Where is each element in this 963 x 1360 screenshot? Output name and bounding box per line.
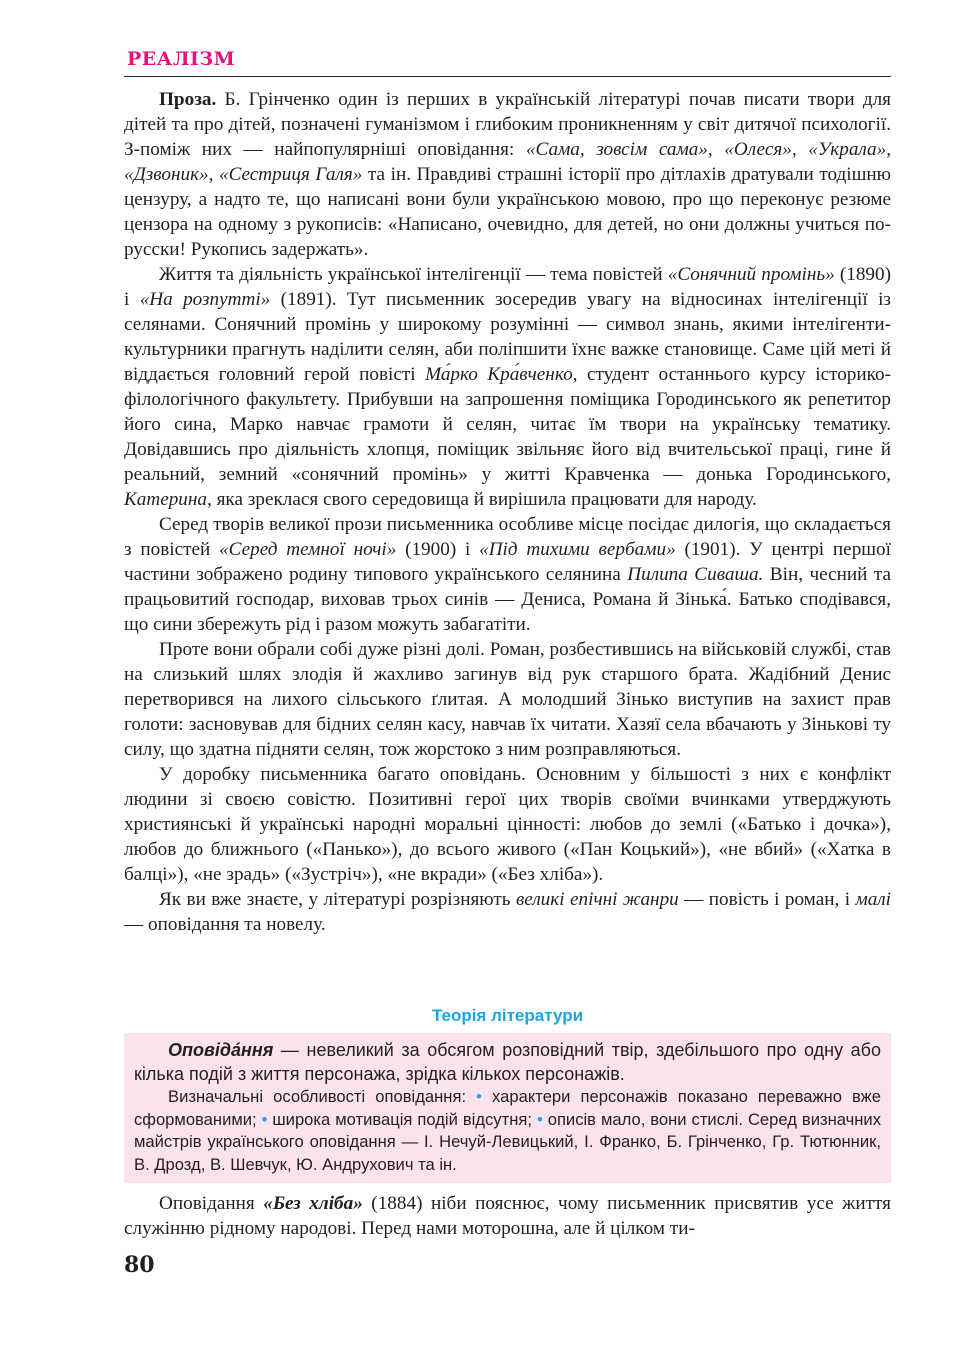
paragraph-stories [124, 762, 891, 887]
run-text: Оповідання [159, 1193, 264, 1214]
run-italic: малі [855, 889, 891, 910]
run-italic: Ма́рко Кра́вченко, [425, 364, 578, 385]
theory-features-intro: Визначальні особливості оповідання: [168, 1087, 477, 1106]
run-text: Як ви вже знаєте, у літературі розрізняють [159, 889, 516, 910]
paragraph-intelligentsia [124, 262, 891, 512]
run-text: (1900) і [396, 539, 480, 560]
header-rule [124, 76, 891, 77]
bullet-icon: • [536, 1109, 543, 1129]
run-text: та ін. Правдиві страшні історії про дітлахів дратували тодішню цензуру, а надто те, що написані вони були українською мовою, про що переконує резюме цензора на одному з рукописів: «Написано, очевидно, для детей, но они должны учиться по-русски! Рукопись задержать». [124, 164, 891, 260]
run-text: (1884) ніби пояснює, чому письменник присвятив усе життя служінню рідному народові. Перед нами моторошна, але й цілком ти- [124, 1193, 891, 1239]
run-text: студент останнього курсу історико-філологічного факультету. Прибувши на запрошення поміщика Городинського як репетитор його сина, Марко навчає грамоти й селян, читає їм твори на українську тематику. Довідавшись про діяльність хлопця, поміщик звільняє його від вчительської праці, гине й реальний, земний «сонячний промінь» у житті Кравченка — донька Городинського, [124, 364, 892, 485]
run-text: Проте вони обрали собі дуже різні долі. Роман, розбестившись на військовій службі, став на слизький шлях злодія й жахливо загинув від рук старшого брата. Жадібний Денис перетворився на лихого сільського ґлитая. А молодший Зінько виступив на захист прав голоти: засновував для бідних селян касу, навчав їх читати. Хазяї села вбачають у Зінькові ту силу, що здатна підняти селян, тож жорстоко з ним розправляються. [124, 639, 891, 760]
theory-feature: характери персонажів показано переважно вже сформованими; [134, 1087, 881, 1129]
theory-definition-text: — невеликий за обсягом розповідний твір, здебільшого про одну або кілька подій з життя персонажа, зрідка кількох персонажів. [134, 1040, 881, 1084]
run-text: Він, чесний та працьовитий господар, виховав трьох синів — Дениса, Романа й Зінька́. Батько сподівався, що сини збережуть рід і разом можуть забагатіти. [124, 564, 892, 635]
theory-box [124, 1033, 891, 1183]
run-text: Серед творів великої прози письменника особливе місце посідає дилогія, що складається з повістей [124, 514, 891, 560]
theory-definition [134, 1038, 881, 1086]
bullet-icon: • [476, 1087, 482, 1106]
run-italic: «Сонячний промінь» [667, 264, 835, 285]
run-text: Б. Грінченко один із перших в українській літературі почав писати твори для дітей та про дітей, позначені гуманізмом і глибоким проникненням у світ дитячої психології. З-поміж них — найпопулярніші оповідання: [124, 89, 891, 160]
section-title: РЕАЛІЗМ [127, 48, 236, 70]
run-heading: Проза. [159, 89, 217, 110]
paragraph-fates [124, 637, 891, 762]
run-text: Життя та діяльність української інтелігенції — тема повістей [159, 264, 668, 285]
run-text: — оповідання та новелу. [124, 914, 326, 935]
main-text [124, 87, 891, 937]
theory-feature: описів мало, вони стислі. Серед визначних майстрів українського оповідання — І. Нечуй-Левицький, І. Франко, Б. Грінченко, Гр. Тютюнник, В. Дрозд, В. Шевчук, Ю. Андрухович та ін. [134, 1109, 881, 1174]
paragraph-without-bread [124, 1191, 891, 1241]
paragraph-dilogy [124, 512, 891, 637]
run-italic: «Під тихими вербами» [479, 539, 676, 560]
theory-term: Оповіда́ння [168, 1040, 274, 1060]
bullet-icon: • [261, 1109, 268, 1129]
run-text: — повість і роман, і [678, 889, 856, 910]
run-italic: «Сама, зовсім сама», «Олеся», «Украла», «Дзвоник», «Сестриця Галя» [124, 139, 892, 185]
page-number: 80 [124, 1252, 155, 1278]
run-italic: Катерина, [124, 489, 212, 510]
run-text: (1890) і [124, 264, 891, 310]
paragraph-prose [124, 87, 891, 262]
run-italic: Пилипа Сиваша. [627, 564, 764, 585]
theory-features [134, 1086, 881, 1176]
run-italic: великі епічні жанри [515, 889, 679, 910]
run-text: яка зреклася свого середовища й вирішила працювати для народу. [211, 489, 757, 510]
theory-feature: широка мотивація подій відсутня; [267, 1109, 537, 1129]
run-text: (1891). Тут письменник зосередив увагу на відносинах інтелігенції із селянами. Сонячний промінь у широкому розумінні — символ знань, якими інтелігенти-культурники прагнуть наділити селян, аби поліпшити їхнє важке становище. Саме цій меті й віддається головний герой повісті [124, 289, 891, 385]
run-text: У доробку письменника багато оповідань. Основним у більшості з них є конфлікт людини зі своєю совістю. Позитивні герої цих творів своїми вчинками утверджують християнські й українські народні моральні цінності: любов до землі («Батько і дочка»), любов до ближнього («Панько»), до всього живого («Пан Коцький»), «не вбий» («Хатка в балці»), «не зрадь» («Зустріч»), «не вкради» («Без хліба»). [124, 764, 891, 885]
continuation-text [124, 1191, 891, 1241]
run-italic: «На розпутті» [139, 289, 271, 310]
paragraph-genres [124, 887, 891, 937]
theory-heading: Теорія літератури [431, 1006, 584, 1025]
run-italic: «Серед темної ночі» [219, 539, 397, 560]
run-text: (1901). У центрі першої частини зображено родину типового українського селянина [124, 539, 891, 585]
run-bold-italic: «Без хліба» [263, 1193, 363, 1214]
